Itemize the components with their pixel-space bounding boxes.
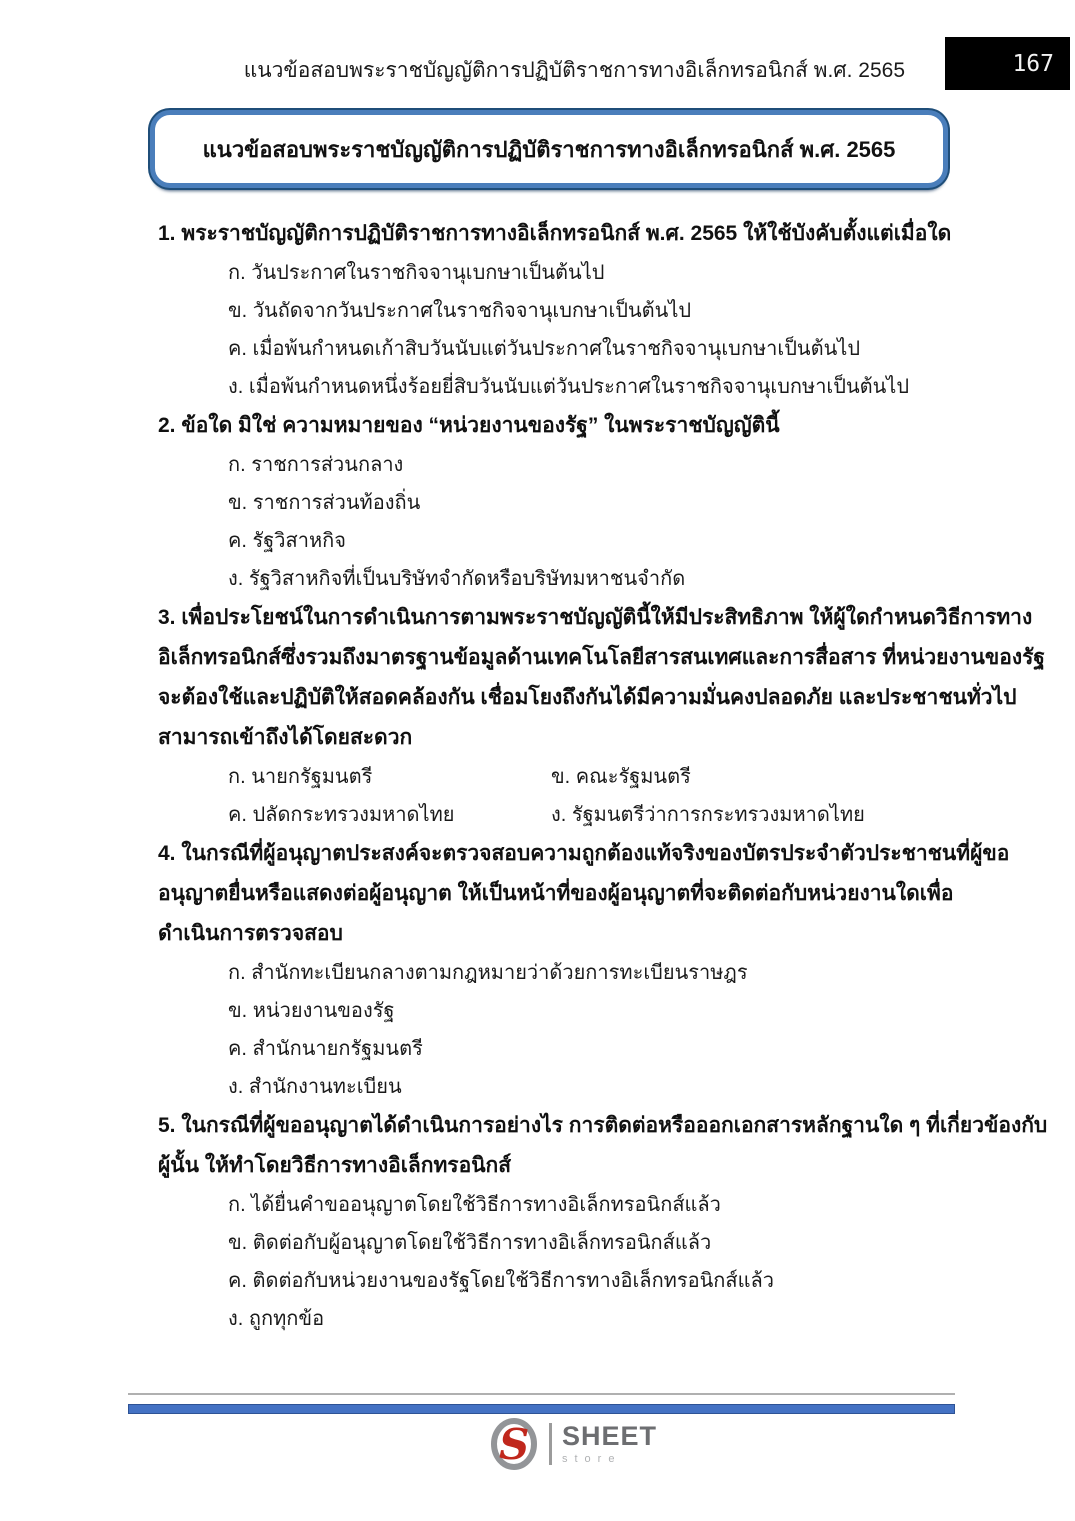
brand-name: SHEET	[562, 1420, 658, 1451]
page-number: 167	[1012, 50, 1054, 77]
option-item: ก. ได้ยื่นคำขออนุญาตโดยใช้วิธีการทางอิเล็กทรอนิกส์แล้ว	[228, 1194, 721, 1216]
option-item: ง. รัฐมนตรีว่าการกระทรวงมหาดไทย	[551, 804, 865, 826]
page-title: แนวข้อสอบพระราชบัญญัติการปฏิบัติราชการทางอิเล็กทรอนิกส์ พ.ศ. 2565	[202, 136, 896, 162]
question-heading: 2. ข้อใด มิใช่ ความหมายของ “หน่วยงานของรัฐ” ในพระราชบัญญัตินี้	[158, 414, 780, 437]
option-item: ง. ถูกทุกข้อ	[228, 1308, 325, 1330]
sheet-store-logo	[487, 1418, 657, 1470]
option-item: ค. ติดต่อกับหน่วยงานของรัฐโดยใช้วิธีการทางอิเล็กทรอนิกส์แล้ว	[228, 1270, 774, 1292]
page-header-title: แนวข้อสอบพระราชบัญญัติการปฏิบัติราชการทางอิเล็กทรอนิกส์ พ.ศ. 2565	[243, 59, 905, 82]
question-heading: 5. ในกรณีที่ผู้ขออนุญาตได้ดำเนินการอย่างไร การติดต่อหรือออกเอกสารหลักฐานใด ๆ ที่เกี่ยวข้องกับ	[158, 1114, 1048, 1137]
question-4	[158, 834, 1010, 1106]
option-item: ค. เมื่อพ้นกำหนดเก้าสิบวันนับแต่วันประกาศในราชกิจจานุเบกษาเป็นต้นไป	[228, 338, 861, 360]
question-heading: 1. พระราชบัญญัติการปฏิบัติราชการทางอิเล็กทรอนิกส์ พ.ศ. 2565 ให้ใช้บังคับตั้งแต่เมื่อใด	[158, 222, 952, 245]
option-item: ง. รัฐวิสาหกิจที่เป็นบริษัทจำกัดหรือบริษัทมหาชนจำกัด	[228, 568, 686, 590]
question-1	[158, 214, 958, 406]
question-heading: จะต้องใช้และปฏิบัติให้สอดคล้องกัน เชื่อมโยงถึงกันได้มีความมั่นคงปลอดภัย และประชาชนทั่วไป	[158, 686, 1017, 709]
options-list	[158, 446, 958, 598]
sheet-store-s-icon	[487, 1418, 543, 1470]
option-item: ข. ราชการส่วนท้องถิ่น	[228, 492, 421, 514]
page-number-box	[945, 37, 1070, 90]
question-heading: 4. ในกรณีที่ผู้อนุญาตประสงค์จะตรวจสอบความถูกต้องแท้จริงของบัตรประจำตัวประชาชนที่ผู้ขอ	[158, 842, 1010, 865]
footer-accent-bar	[128, 1404, 955, 1414]
svg-text:S: S	[499, 1420, 530, 1469]
options-list	[158, 954, 958, 1106]
option-item: ก. วันประกาศในราชกิจจานุเบกษาเป็นต้นไป	[228, 262, 605, 284]
option-item: ข. คณะรัฐมนตรี	[551, 766, 691, 788]
option-item: ง. สำนักงานทะเบียน	[228, 1076, 402, 1098]
footer-rule	[128, 1393, 955, 1395]
question-heading: ผู้นั้น ให้ทำโดยวิธีการทางอิเล็กทรอนิกส์	[158, 1154, 512, 1177]
option-item: ค. รัฐวิสาหกิจ	[228, 530, 346, 552]
question-3	[158, 598, 1045, 834]
option-item: ก. นายกรัฐมนตรี	[228, 766, 373, 788]
option-item: ก. ราชการส่วนกลาง	[228, 454, 404, 476]
option-item: ข. วันถัดจากวันประกาศในราชกิจจานุเบกษาเป็นต้นไป	[228, 300, 692, 322]
title-box	[150, 110, 948, 188]
option-item: ค. สำนักนายกรัฐมนตรี	[228, 1038, 423, 1060]
question-heading: อนุญาตยื่นหรือแสดงต่อผู้อนุญาต ให้เป็นหน้าที่ของผู้อนุญาตที่จะติดต่อกับหน่วยงานใดเพื่อ	[158, 882, 954, 905]
option-item: ง. เมื่อพ้นกำหนดหนึ่งร้อยยี่สิบวันนับแต่วันประกาศในราชกิจจานุเบกษาเป็นต้นไป	[228, 376, 910, 398]
question-heading: อิเล็กทรอนิกส์ซึ่งรวมถึงมาตรฐานข้อมูลด้านเทคโนโลยีสารสนเทศและการสื่อสาร ที่หน่วยงานของรัฐ	[158, 646, 1045, 669]
options-list	[158, 254, 958, 406]
option-item: ข. ติดต่อกับผู้อนุญาตโดยใช้วิธีการทางอิเล็กทรอนิกส์แล้ว	[228, 1232, 712, 1254]
question-list	[158, 214, 1048, 1338]
option-item: ค. ปลัดกระทรวงมหาดไทย	[228, 804, 455, 826]
question-5	[158, 1106, 1048, 1338]
question-heading: สามารถเข้าถึงได้โดยสะดวก	[158, 726, 413, 749]
option-item: ข. หน่วยงานของรัฐ	[228, 1000, 395, 1022]
option-item: ก. สำนักทะเบียนกลางตามกฎหมายว่าด้วยการทะเบียนราษฎร	[228, 962, 748, 984]
question-heading: ดำเนินการตรวจสอบ	[158, 922, 343, 945]
logo-divider	[549, 1423, 552, 1465]
question-2	[158, 406, 958, 598]
question-heading: 3. เพื่อประโยชน์ในการดำเนินการตามพระราชบัญญัตินี้ให้มีประสิทธิภาพ ให้ผู้ใดกำหนดวิธีการทาง	[158, 606, 1033, 629]
options-list	[158, 1186, 958, 1338]
brand-subtitle: store	[562, 1452, 622, 1465]
options-list	[158, 758, 958, 834]
